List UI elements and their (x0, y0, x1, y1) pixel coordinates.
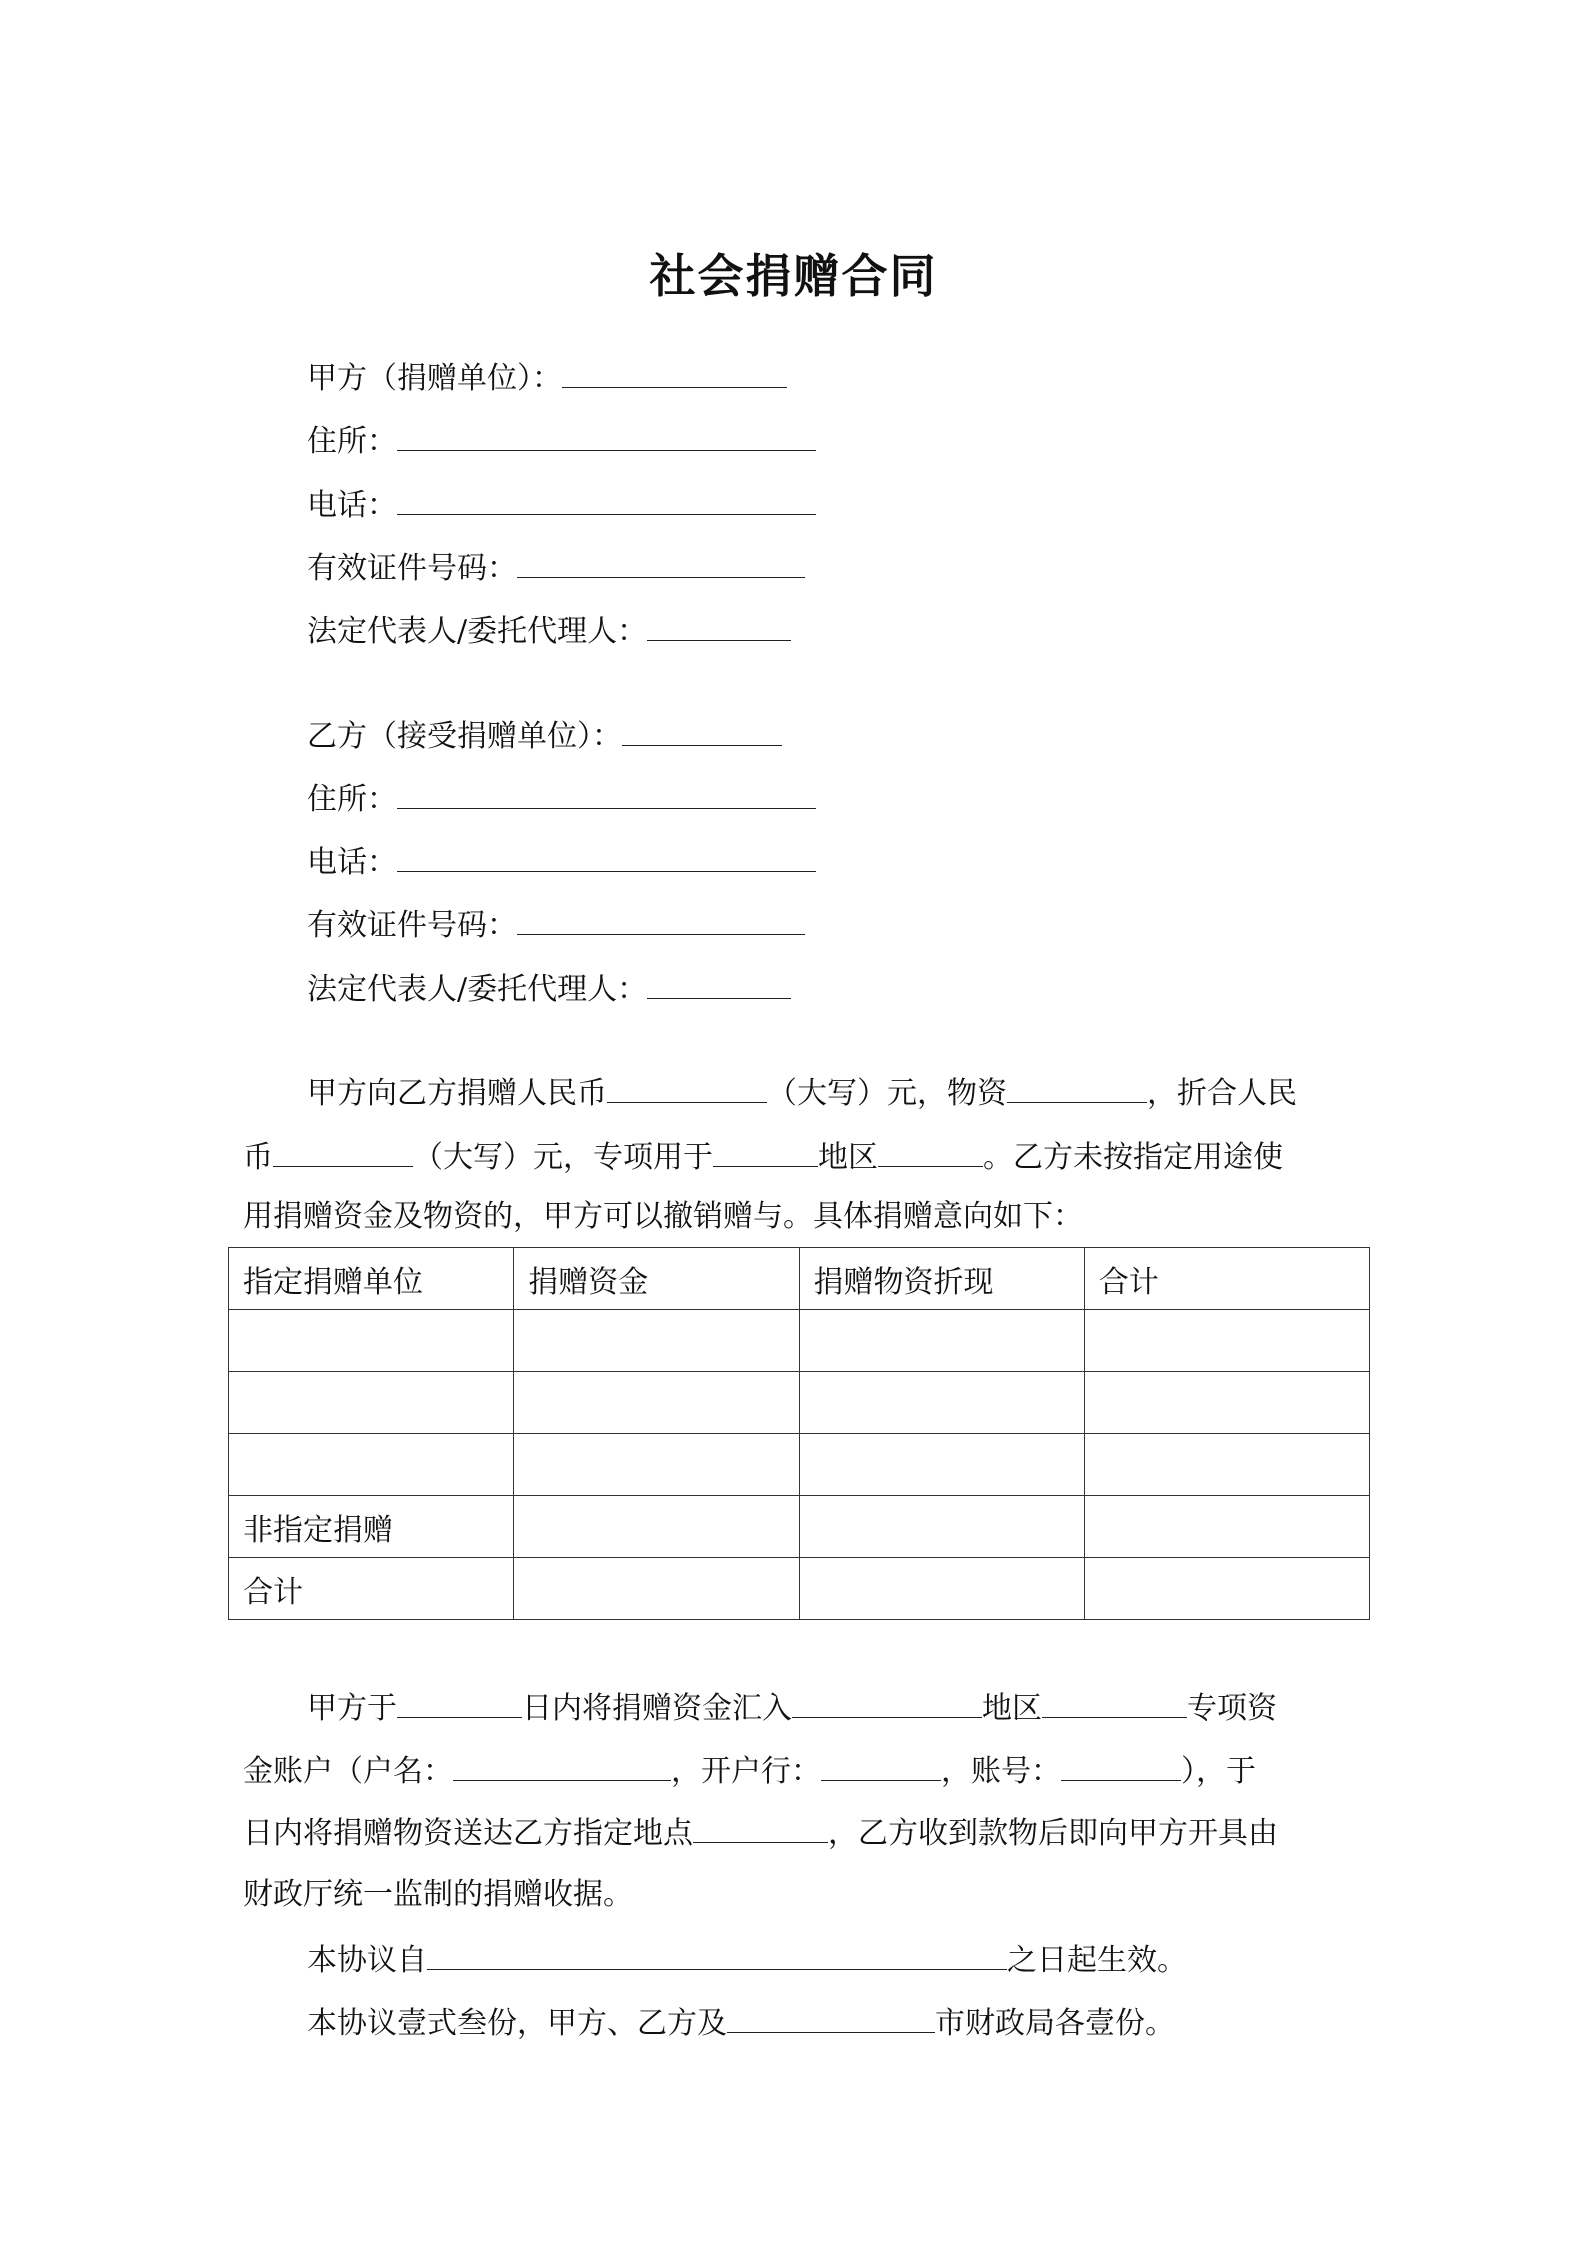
party-b-id-blank[interactable] (517, 904, 805, 935)
para1-line2 (243, 1136, 1283, 1178)
para2-text: 专项资 (1187, 1691, 1277, 1726)
table-cell[interactable] (229, 1434, 514, 1496)
para1-line3: 用捐赠资金及物资的，甲方可以撤销赠与。具体捐赠意向如下： (243, 1199, 1083, 1234)
para1-text: ，折合人民 (1147, 1076, 1297, 1111)
table-cell[interactable] (1084, 1496, 1369, 1558)
purpose-blank[interactable] (713, 1136, 818, 1167)
city-blank[interactable] (727, 2002, 935, 2033)
party-a-name-row (307, 357, 787, 399)
para2-text: 日内将捐赠资金汇入 (522, 1691, 792, 1726)
special-fund-blank[interactable] (1042, 1687, 1187, 1718)
para1-text: 甲方向乙方捐赠人民币 (307, 1076, 607, 1111)
effective-line (307, 1939, 1187, 1981)
para2-text: ，乙方收到款物后即向甲方开具由 (828, 1816, 1278, 1851)
goods-blank[interactable] (1007, 1072, 1147, 1103)
party-b-rep-row (307, 968, 791, 1010)
copies-line (307, 2002, 1175, 2044)
table-cell[interactable] (514, 1496, 799, 1558)
party-a-name-blank[interactable] (562, 357, 787, 388)
para2-text: 地区 (982, 1691, 1042, 1726)
table-cell[interactable] (1084, 1372, 1369, 1434)
donation-table (228, 1247, 1370, 1620)
effective-text: 本协议自 (307, 1943, 427, 1978)
party-a-id-blank[interactable] (517, 547, 805, 578)
table-cell[interactable] (514, 1434, 799, 1496)
table-row (229, 1310, 1370, 1372)
party-a-address-blank[interactable] (397, 420, 816, 451)
para2-text: 日内将捐赠物资送达乙方指定地点 (243, 1816, 693, 1851)
party-b-name-label: 乙方（接受捐赠单位）： (307, 719, 622, 754)
table-header-row (229, 1248, 1370, 1310)
table-cell: 合计 (229, 1558, 514, 1620)
effective-date-blank[interactable] (427, 1939, 1007, 1970)
table-row (229, 1558, 1370, 1620)
table-cell[interactable] (799, 1310, 1084, 1372)
para2-text: ，开户行： (671, 1754, 821, 1789)
para1-line1 (307, 1072, 1297, 1114)
party-a-phone-label: 电话： (307, 488, 397, 523)
party-a-phone-blank[interactable] (397, 484, 816, 515)
table-cell[interactable] (514, 1372, 799, 1434)
table-cell[interactable] (1084, 1558, 1369, 1620)
table-cell[interactable] (1084, 1434, 1369, 1496)
delivery-location-blank[interactable] (693, 1812, 828, 1843)
para2-text: ，账号： (941, 1754, 1061, 1789)
goods-value-blank[interactable] (273, 1136, 413, 1167)
party-b-phone-blank[interactable] (397, 841, 816, 872)
table-cell[interactable] (799, 1434, 1084, 1496)
table-cell[interactable] (1084, 1310, 1369, 1372)
table-row (229, 1496, 1370, 1558)
account-number-blank[interactable] (1061, 1750, 1181, 1781)
para1-text: 币 (243, 1140, 273, 1175)
para1-text: （大写）元，专项用于 (413, 1140, 713, 1175)
table-header-cell: 指定捐赠单位 (229, 1248, 514, 1310)
table-cell[interactable] (799, 1558, 1084, 1620)
party-a-address-row (307, 420, 816, 462)
para1-text: （大写）元，物资 (767, 1076, 1007, 1111)
party-b-address-row (307, 778, 816, 820)
para2-line1 (307, 1687, 1277, 1729)
bank-blank[interactable] (821, 1750, 941, 1781)
party-b-name-blank[interactable] (622, 715, 782, 746)
party-b-rep-label: 法定代表人/委托代理人： (307, 972, 648, 1007)
party-a-name-label: 甲方（捐赠单位）： (307, 361, 562, 396)
transfer-region-blank[interactable] (792, 1687, 982, 1718)
party-a-phone-row (307, 484, 816, 526)
table-row (229, 1372, 1370, 1434)
table-cell: 非指定捐赠 (229, 1496, 514, 1558)
table-cell[interactable] (229, 1372, 514, 1434)
effective-text: 之日起生效。 (1007, 1943, 1187, 1978)
party-a-id-row (307, 547, 805, 589)
table-row (229, 1434, 1370, 1496)
transfer-days-blank[interactable] (397, 1687, 522, 1718)
party-a-address-label: 住所： (307, 424, 397, 459)
party-b-id-row (307, 904, 805, 946)
party-b-address-blank[interactable] (397, 778, 816, 809)
amount-rmb-blank[interactable] (607, 1072, 767, 1103)
party-a-rep-row (307, 610, 791, 652)
table-cell[interactable] (799, 1496, 1084, 1558)
table-header-cell: 合计 (1084, 1248, 1369, 1310)
party-a-rep-label: 法定代表人/委托代理人： (307, 614, 648, 649)
table-cell[interactable] (229, 1310, 514, 1372)
party-b-phone-row (307, 841, 816, 883)
para1-text: 地区 (818, 1140, 878, 1175)
copies-text: 市财政局各壹份。 (935, 2006, 1175, 2041)
party-b-id-label: 有效证件号码： (307, 908, 517, 943)
table-cell[interactable] (514, 1558, 799, 1620)
table-cell[interactable] (799, 1372, 1084, 1434)
account-name-blank[interactable] (453, 1750, 671, 1781)
party-a-rep-blank[interactable] (647, 610, 791, 641)
party-a-id-label: 有效证件号码： (307, 551, 517, 586)
para2-line3 (243, 1812, 1278, 1854)
copies-text: 本协议壹式叁份，甲方、乙方及 (307, 2006, 727, 2041)
party-b-address-label: 住所： (307, 782, 397, 817)
para2-line4: 财政厅统一监制的捐赠收据。 (243, 1877, 633, 1912)
table-header-cell: 捐赠资金 (514, 1248, 799, 1310)
table-header-cell: 捐赠物资折现 (799, 1248, 1084, 1310)
region-blank[interactable] (878, 1136, 983, 1167)
para1-text: 。乙方未按指定用途使 (983, 1140, 1283, 1175)
document-title: 社会捐赠合同 (649, 249, 938, 303)
para2-text: 金账户（户名： (243, 1754, 453, 1789)
para2-text: 甲方于 (307, 1691, 397, 1726)
table-cell[interactable] (514, 1310, 799, 1372)
party-b-name-row (307, 715, 782, 757)
party-b-rep-blank[interactable] (647, 968, 791, 999)
para2-line2 (243, 1750, 1256, 1792)
para2-text: ），于 (1181, 1754, 1256, 1789)
party-b-phone-label: 电话： (307, 845, 397, 880)
